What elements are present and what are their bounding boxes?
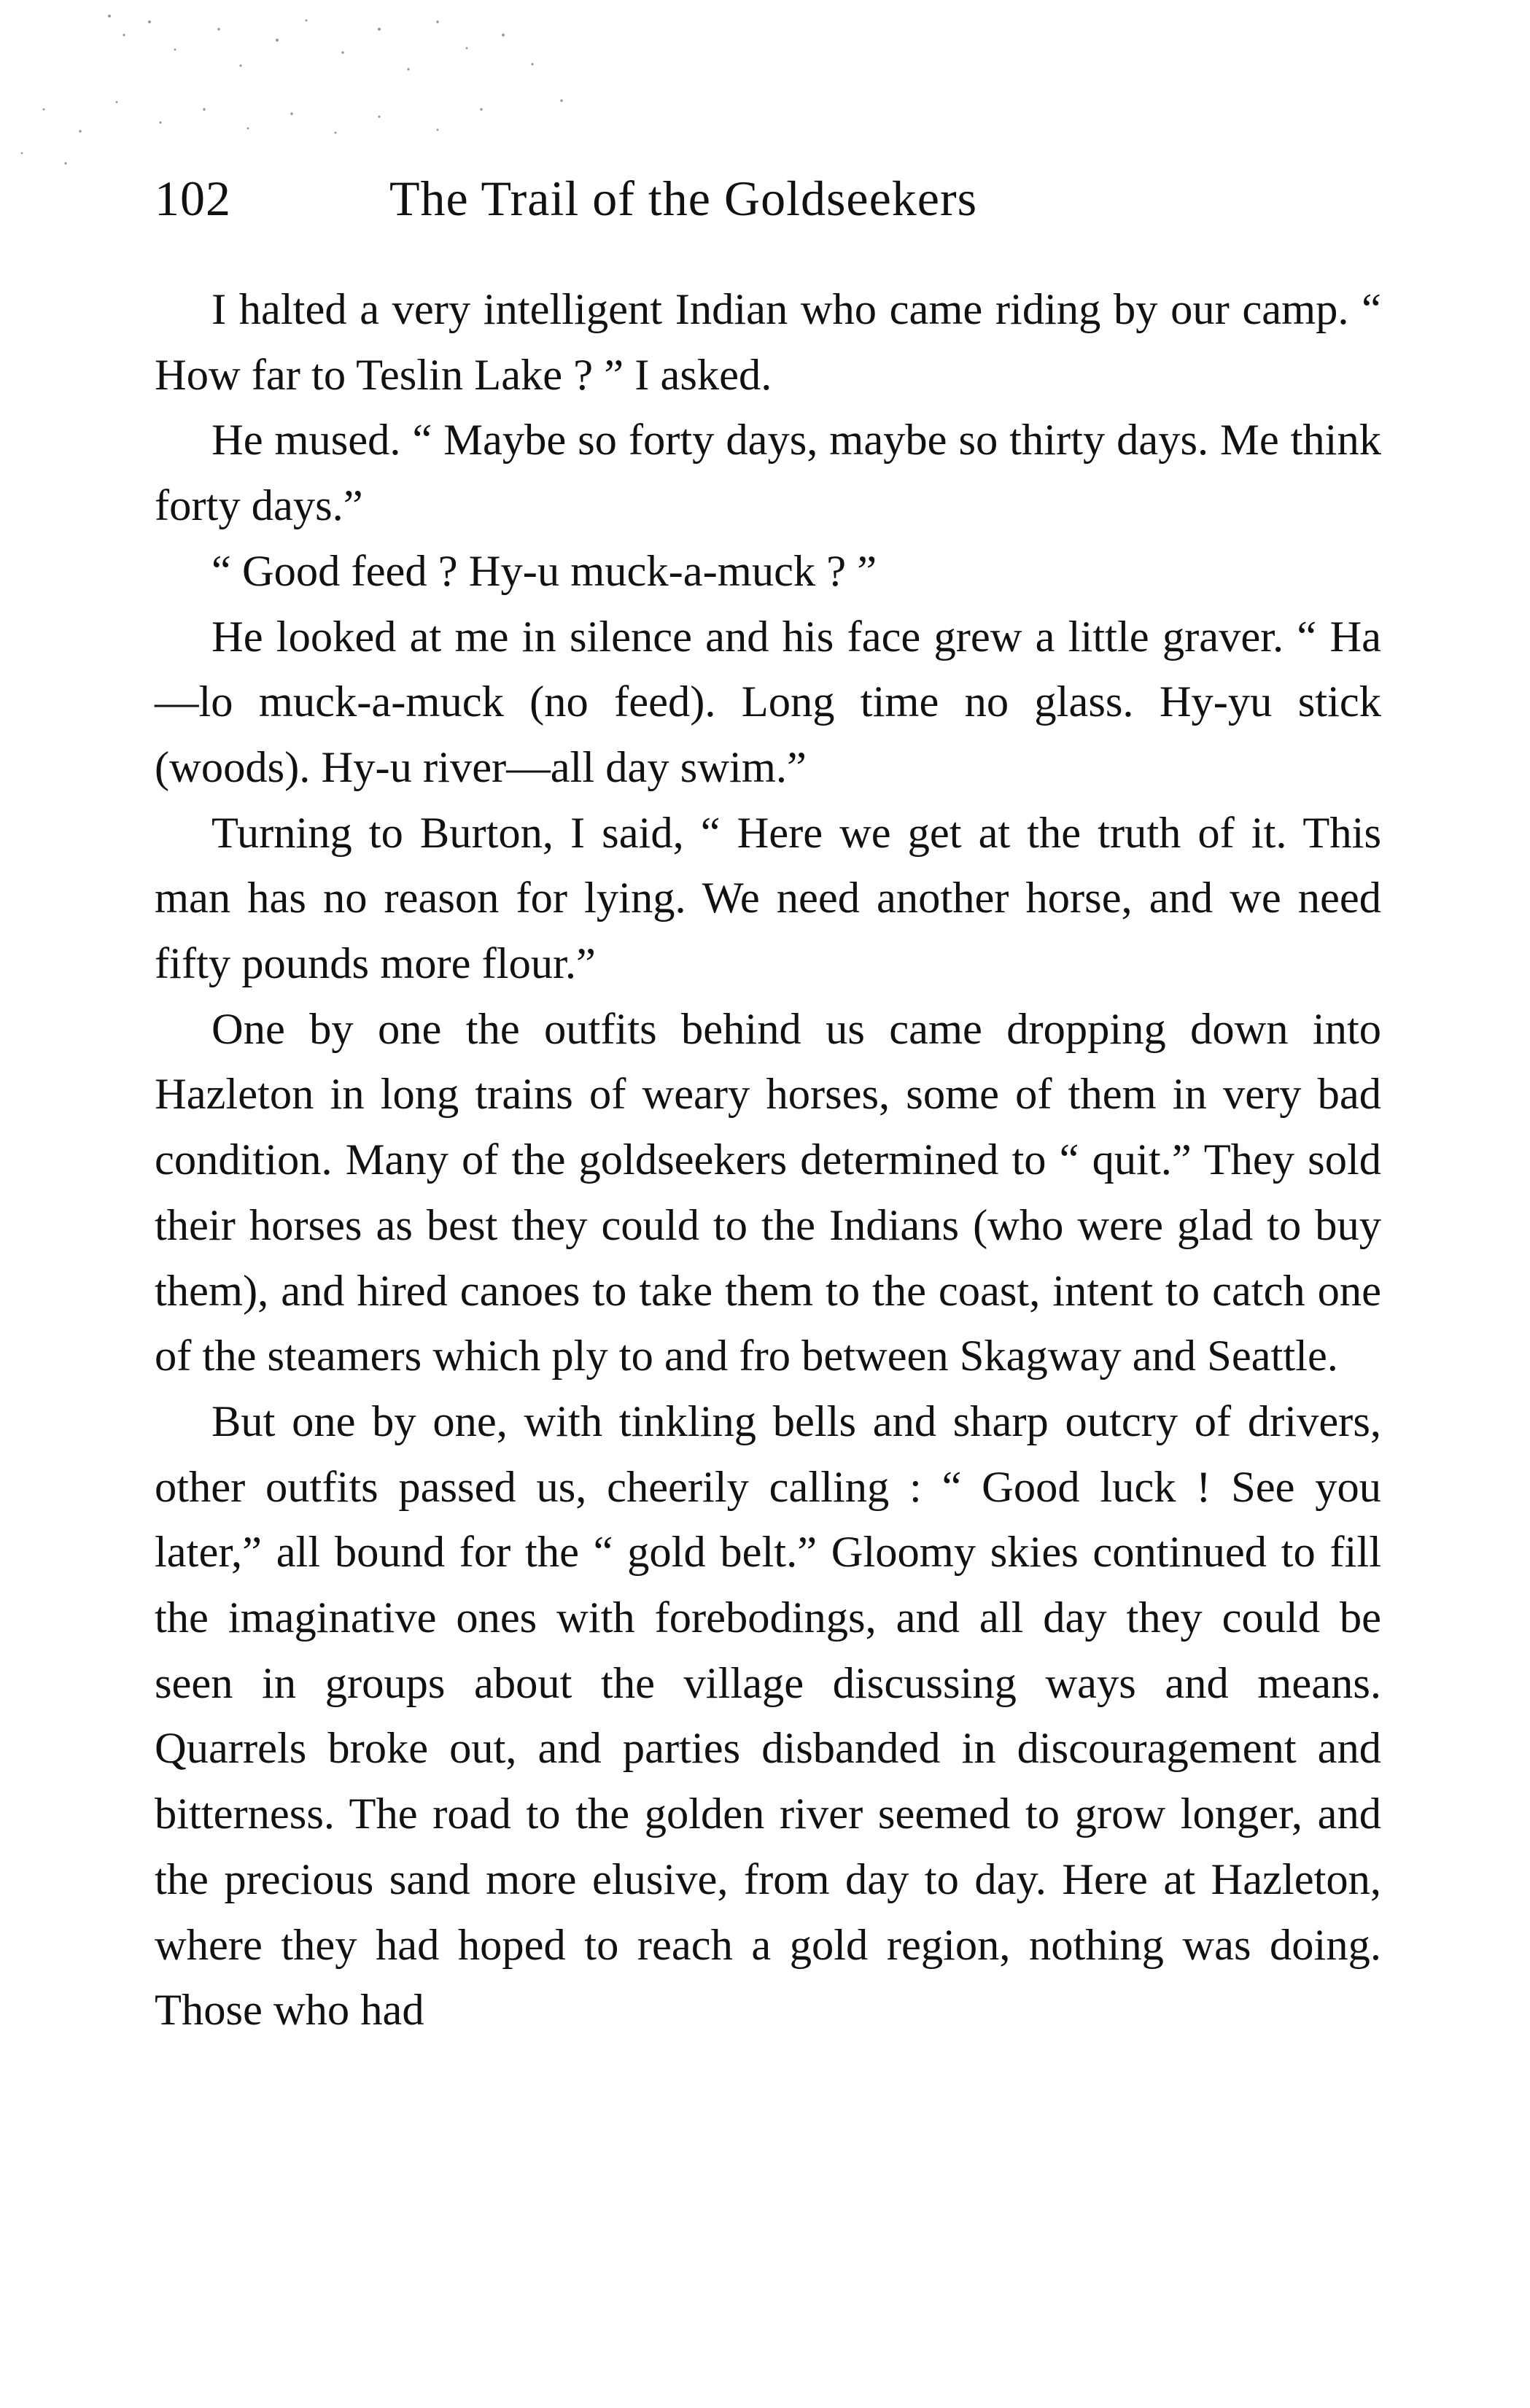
running-title: The Trail of the Goldseekers: [389, 171, 978, 226]
paragraph: One by one the outfits behind us came dropping down into Hazleton in long trains of weary horses, some of them in very bad condition. Many of the goldseekers determined to “ quit.” They sold their horses as best they could to the Indians (who were glad to buy them), and hired canoes to take them to the coast, intent to catch one of the steamers which ply to and fro between Skagway and Seattle.: [155, 1004, 1381, 1381]
paragraph: But one by one, with tinkling bells and sharp outcry of drivers, other outfits passed us, cheerily calling : “ Good luck ! See you later,” all bound for the “ gold belt.” Gloomy skies continued to fill the imaginative ones with forebodings, and all day they could be seen in groups about the village discussing ways and means. Quarrels broke out, and parties disbanded in discouragement and bitterness. The road to the golden river seemed to grow longer, and the precious sand more elusive, from day to day. Here at Hazleton, where they had hoped to reach a gold region, nothing was doing. Those who had: [155, 1397, 1381, 2035]
paragraph: “ Good feed ? Hy-u muck-a-muck ? ”: [211, 546, 877, 596]
paragraph: He looked at me in silence and his face grew a little graver. “ Ha—lo muck-a-muck (no feed). Long time no glass. Hy-yu stick (woods). Hy-u river—all day swim.”: [155, 612, 1381, 792]
paragraph: Turning to Burton, I said, “ Here we get at the truth of it. This man has no reason for lying. We need another horse, and we need fifty pounds more flour.”: [155, 808, 1381, 989]
page-number: 102: [155, 171, 231, 226]
body-text: [155, 277, 1381, 2043]
paragraph: I halted a very intelligent Indian who came riding by our camp. “ How far to Teslin Lake ? ” I asked.: [155, 285, 1381, 400]
print-speckle-marks: [0, 0, 656, 190]
page-header: [155, 162, 1380, 235]
paragraph: He mused. “ Maybe so forty days, maybe so thirty days. Me think forty days.”: [155, 416, 1381, 531]
